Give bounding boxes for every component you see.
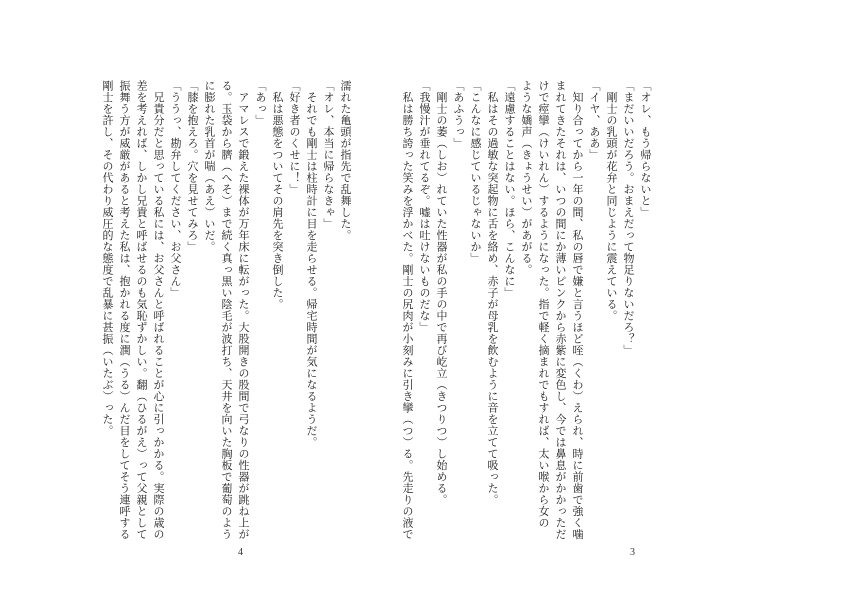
text-line: 「オレ、もう帰らないと」 bbox=[639, 80, 652, 218]
text-line: それでも剛士は柱時計に目を走らせる。帰宅時間が気になるようだ。 bbox=[305, 80, 318, 448]
text-line: 濡れた亀頭が指先で乱舞した。 bbox=[339, 80, 352, 241]
page-number-right: 3 bbox=[630, 547, 635, 558]
text-line: 「好き者のくせに！」 bbox=[288, 80, 301, 195]
text-line: 「ううっ、勘弁してください、お父さん」 bbox=[169, 80, 182, 299]
text-line: 私は悪態をついてその肩先を突き倒した。 bbox=[271, 80, 284, 310]
text-line: る。玉袋から臍（へそ）まで続く真っ黒い陰毛が波打ち、天井を向いた胸板で葡萄のよう bbox=[220, 80, 233, 540]
text-line: 剛士の乳頭が花弁と同じように震えている。 bbox=[605, 80, 618, 322]
text-line: 「あっ」 bbox=[254, 80, 267, 126]
text-line: 「膝を抱えろ。穴を見せてみろ」 bbox=[186, 80, 199, 253]
page-number-left: 4 bbox=[238, 547, 243, 558]
text-line: 私はその過敏な突起物に舌を絡め、赤子が母乳を飲むように音を立てて吸った。 bbox=[486, 80, 499, 506]
text-line: 兄貴分だと思っている私には、お父さんと呼ばれることが心に引っかかる。実際の歳の bbox=[152, 80, 165, 540]
text-line: けで痙攣（けいれん）するようになった。指で軽く摘まれでもすれば、太い喉から女の bbox=[537, 80, 550, 529]
text-line: まれてきたそれは、いつの間にか薄いピンクから赤紫に変色し、今では鼻息がかかっただ bbox=[554, 80, 567, 540]
text-line: 「我慢汁が垂れてるぞ。嘘は吐けないものだな」 bbox=[418, 80, 431, 333]
text-line: 「イヤ、ああ」 bbox=[588, 80, 601, 161]
text-line: アマレスで鍛えた裸体が万年床に転がった。大股開きの股間で弓なりの性器が跳ね上が bbox=[237, 80, 250, 540]
text-line: 「こんなに感じているじゃないか」 bbox=[469, 80, 482, 264]
text-line: 振舞う方が威厳があると考えた私は、抱かれる度に潤（うる）んだ目をしてそう連呼する bbox=[118, 80, 131, 540]
text-line: 私は勝ち誇った笑みを浮かべた。剛士の尻肉が小刻みに引き攣（つ）る。先走りの液で bbox=[401, 80, 414, 540]
text-line: 差を考えれば、しかし兄貴と呼ばせるのも気恥ずかしい。翻（ひるがえ）って父親として bbox=[135, 80, 148, 540]
left-page-text bbox=[96, 80, 354, 540]
text-line: 剛士の萎（しお）れていた性器が私の手の中で再び屹立（きつりつ）し始める。 bbox=[435, 80, 448, 506]
text-line: 「オレ、本当に帰らなきゃ」 bbox=[322, 80, 335, 230]
text-line: 剛士を許し、その代わり威圧的な態度で乱暴に甚振（いたぶ）った。 bbox=[101, 80, 114, 437]
text-line: 知り合ってから一年の間、私の唇で嫌と言うほど咥（くわ）えられ、時に前歯で強く噛 bbox=[571, 80, 584, 540]
text-line: ような嬌声（きょうせい）があがる。 bbox=[520, 80, 533, 276]
text-line: に膨れた乳首が喘（あえ）いだ。 bbox=[203, 80, 216, 253]
text-line: 「遠慮することはない。ほら、こんなに」 bbox=[503, 80, 516, 299]
text-line: 「まだいいだろう。おまえだって物足りないだろ？」 bbox=[622, 80, 635, 356]
text-line: 「あふうっ」 bbox=[452, 80, 465, 149]
right-page-text bbox=[401, 80, 654, 540]
